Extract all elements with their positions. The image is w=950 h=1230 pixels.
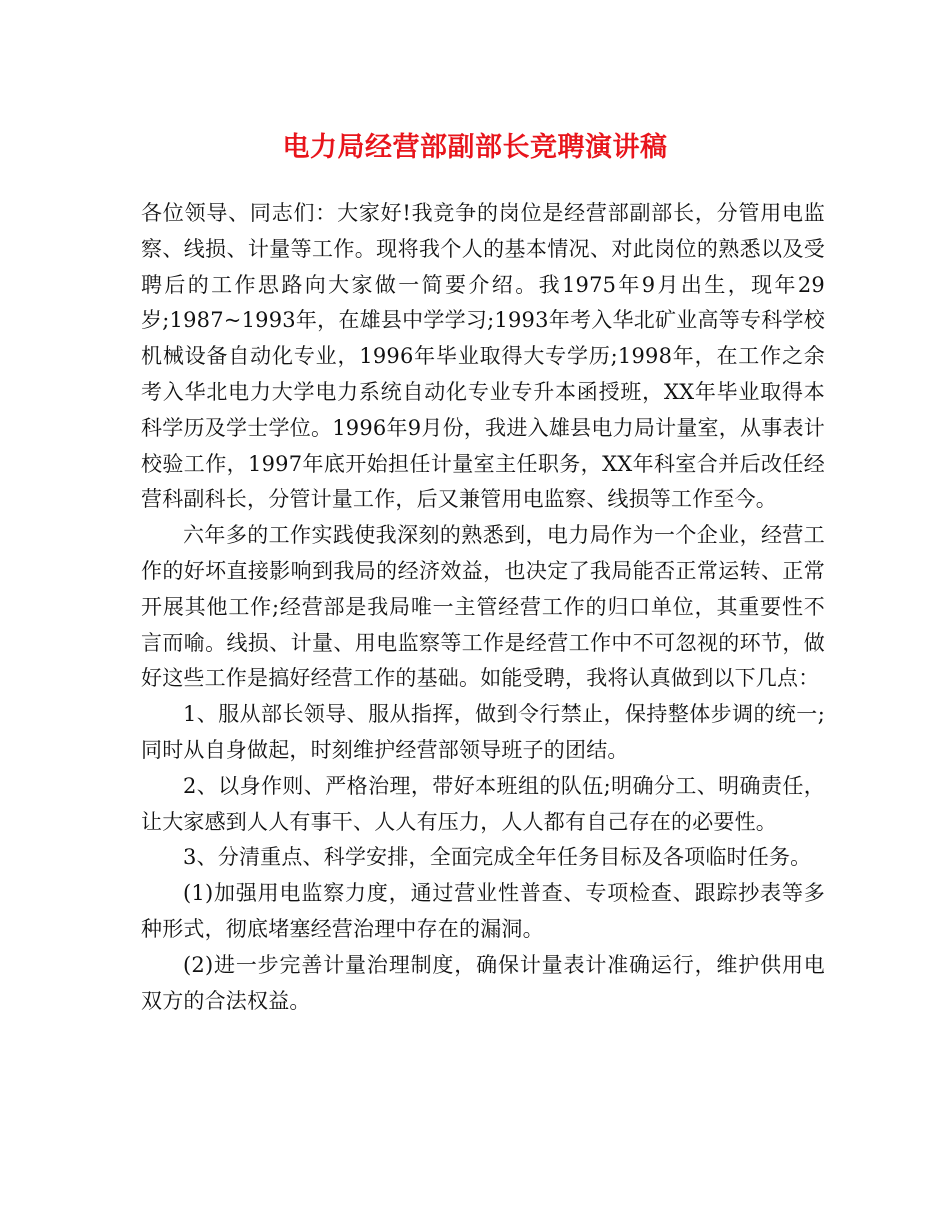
paragraph-point-1: 1、服从部长领导、服从指挥，做到令行禁止，保持整体步调的统一;同时从自身做起，时刻维护经营部领导班子的团结。 — [141, 702, 825, 762]
paragraph-point-3: 3、分清重点、科学安排，全面完成全年任务目标及各项临时任务。 — [183, 845, 812, 870]
document-title: 电力局经营部副部长竞聘演讲稿 — [282, 132, 668, 163]
paragraph-subpoint-1: (1)加强用电监察力度，通过营业性普查、专项检查、跟踪抄表等多种形式，彻底堵塞经营治理中存在的漏洞。 — [141, 881, 825, 941]
paragraph-intro: 各位领导、同志们：大家好!我竞争的岗位是经营部副部长，分管用电监察、线损、计量等工作。现将我个人的基本情况、对此岗位的熟悉以及受聘后的工作思路向大家做一简要介绍。我1975年9月出生，现年29岁;1987~1993年，在雄县中学学习;1993年考入华北矿业高等专科学校机械设备自动化专业，1996年毕业取得大专学历;1998年，在工作之余考入华北电力大学电力系统自动化专业专升本函授班，XX年毕业取得本科学历及学士学位。1996年9月份，我进入雄县电力局计量室，从事表计校验工作，1997年底开始担任计量室主任职务，XX年科室合并后改任经营科副科长，分管计量工作，后又兼管用电监察、线损等工作至今。 — [141, 201, 825, 512]
paragraph-understanding: 六年多的工作实践使我深刻的熟悉到，电力局作为一个企业，经营工作的好坏直接影响到我局的经济效益，也决定了我局能否正常运转、正常开展其他工作;经营部是我局唯一主管经营工作的归口单位，其重要性不言而喻。线损、计量、用电监察等工作是经营工作中不可忽视的环节，做好这些工作是搞好经营工作的基础。如能受聘，我将认真做到以下几点： — [141, 523, 825, 691]
paragraph-subpoint-2: (2)进一步完善计量治理制度，确保计量表计准确运行，维护供用电双方的合法权益。 — [141, 952, 825, 1013]
document-body — [141, 196, 825, 1019]
paragraph-point-2: 2、以身作则、严格治理，带好本班组的队伍;明确分工、明确责任，让大家感到人人有事干、人人有压力，人人都有自己存在的必要性。 — [141, 773, 825, 834]
